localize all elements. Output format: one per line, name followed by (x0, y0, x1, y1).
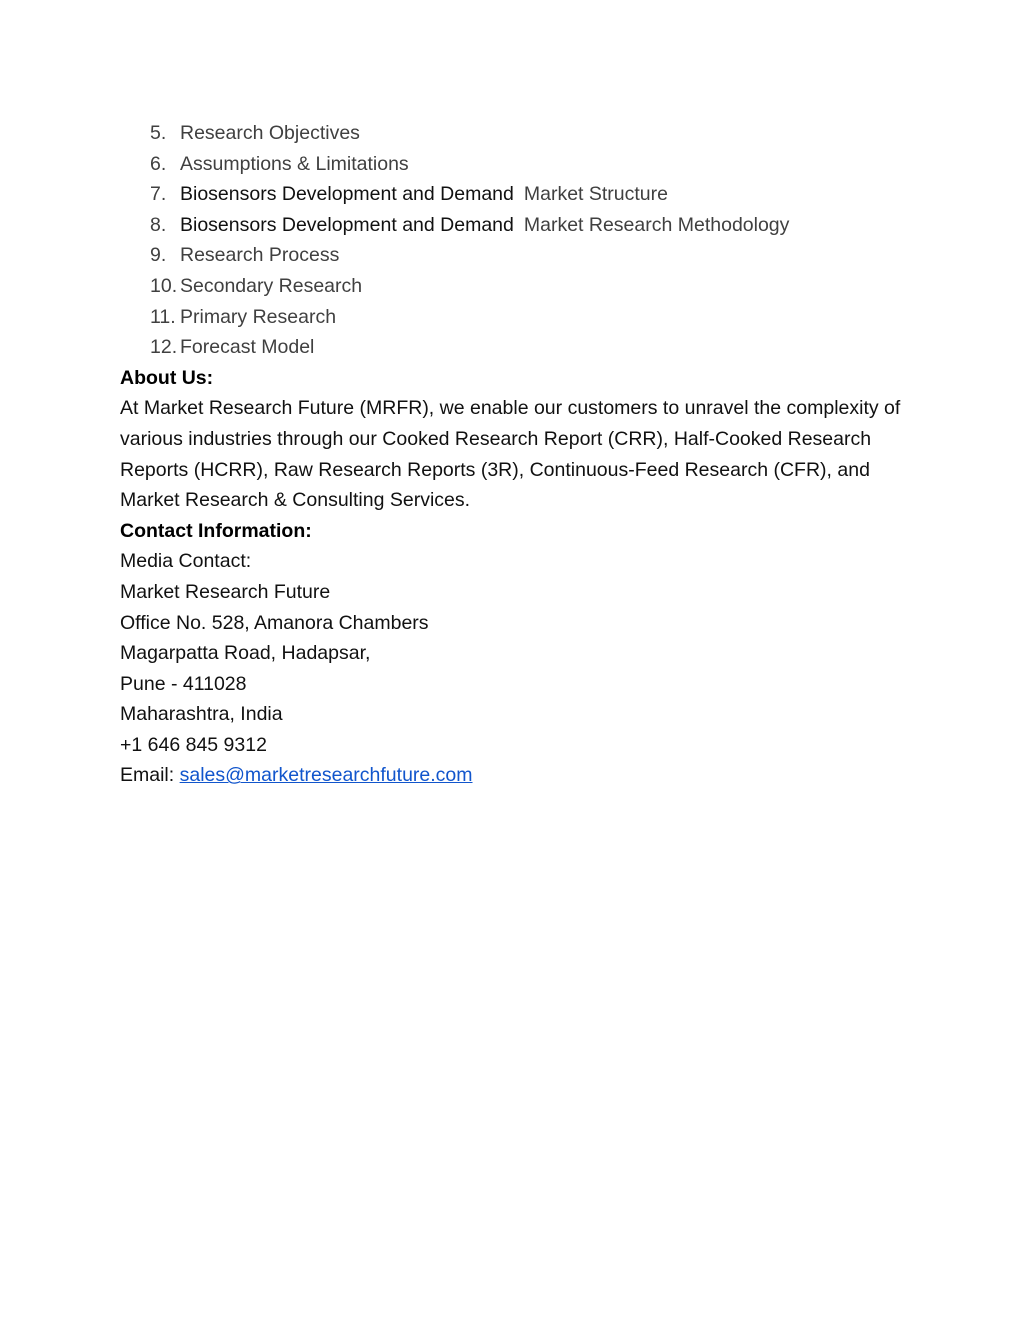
page-content (120, 118, 910, 791)
toc-item-8 (120, 210, 910, 241)
toc-text: Market Research Methodology (523, 213, 790, 236)
toc-text: Research Objectives (180, 122, 360, 144)
toc-item-10 (120, 271, 910, 302)
about-heading: About Us: (120, 366, 214, 389)
toc-item-9 (120, 240, 910, 271)
email-link[interactable]: sales@marketresearchfuture.com (179, 764, 473, 787)
toc-item-6 (120, 149, 910, 180)
email-label: Email: (120, 764, 175, 787)
toc-number: 5. (150, 122, 167, 144)
table-of-contents (120, 118, 910, 363)
toc-text: Forecast Model (180, 336, 315, 359)
toc-item-7 (120, 179, 910, 210)
email-line (120, 760, 910, 791)
contact-heading: Contact Information: (120, 519, 312, 542)
toc-item-5 (120, 118, 910, 149)
about-paragraph: At Market Research Future (MRFR), we enable our customers to unravel the complexity of various industries through our Cooked Research Report (CRR), Half-Cooked Research Reports (HCRR), Raw Research Reports (3R), Continuous-Feed Research (CFR), and Market Research & Consulting Services. (120, 397, 901, 512)
toc-text: Market Structure (523, 183, 668, 206)
toc-prefix: Biosensors Development and Demand (180, 213, 514, 236)
toc-number: 10. (150, 274, 178, 297)
address-line-2: Magarpatta Road, Hadapsar, (120, 642, 371, 665)
toc-number: 12. (150, 336, 178, 359)
phone-number: +1 646 845 9312 (120, 733, 267, 756)
toc-number: 9. (150, 244, 167, 267)
address-line-1: Office No. 528, Amanora Chambers (120, 611, 429, 634)
company-name: Market Research Future (120, 580, 331, 603)
toc-text: Assumptions & Limitations (180, 152, 409, 175)
toc-text: Primary Research (180, 305, 337, 328)
city-postcode: Pune - 411028 (120, 672, 247, 695)
toc-item-12 (120, 332, 910, 363)
toc-text: Research Process (180, 244, 340, 267)
toc-number: 11. (150, 305, 176, 328)
toc-text: Secondary Research (180, 274, 363, 297)
toc-prefix: Biosensors Development and Demand (180, 183, 514, 206)
toc-number: 6. (150, 152, 167, 175)
media-contact-label: Media Contact: (120, 550, 252, 573)
toc-number: 8. (150, 213, 167, 236)
toc-number: 7. (150, 183, 167, 206)
region: Maharashtra, India (120, 703, 283, 726)
toc-item-11 (120, 302, 910, 333)
